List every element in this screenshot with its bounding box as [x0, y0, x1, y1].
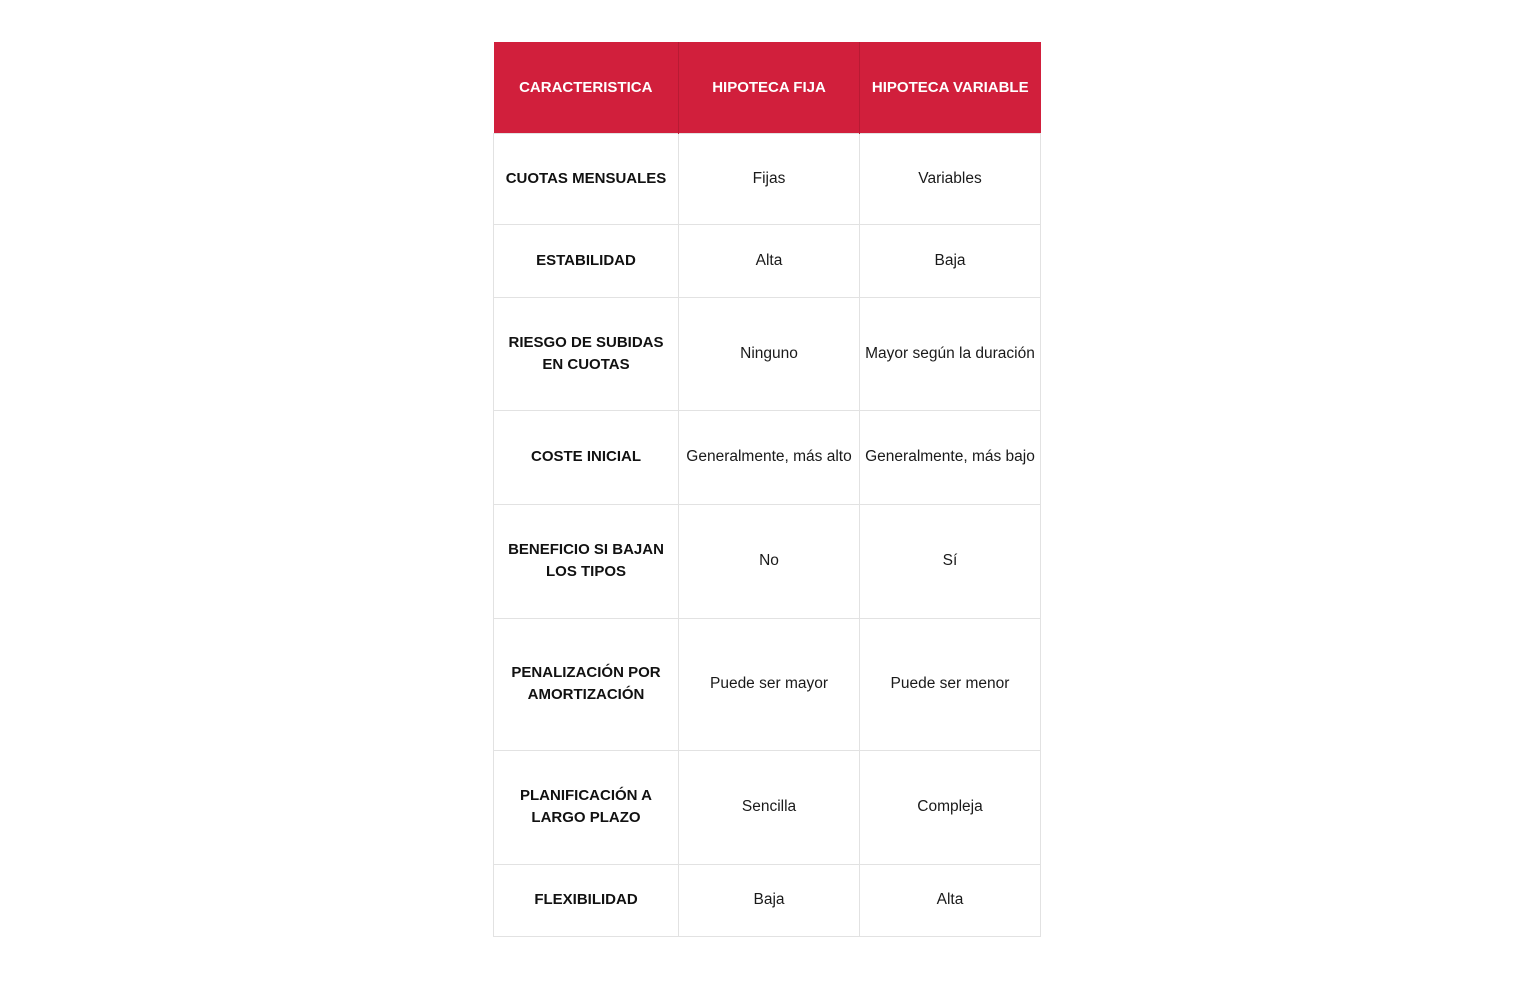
- fija-cell: Alta: [679, 224, 860, 297]
- feature-cell: COSTE INICIAL: [494, 410, 679, 504]
- header-hipoteca-variable: HIPOTECA VARIABLE: [860, 42, 1041, 133]
- mortgage-comparison-table: [493, 42, 1041, 937]
- fija-cell: Fijas: [679, 133, 860, 224]
- table-row: [494, 864, 1041, 936]
- feature-cell: ESTABILIDAD: [494, 224, 679, 297]
- table-row: [494, 224, 1041, 297]
- table-row: [494, 504, 1041, 618]
- variable-cell: Generalmente, más bajo: [860, 410, 1041, 504]
- fija-cell: Puede ser mayor: [679, 618, 860, 750]
- header-row: [494, 42, 1041, 133]
- header-hipoteca-fija: HIPOTECA FIJA: [679, 42, 860, 133]
- fija-cell: Sencilla: [679, 750, 860, 864]
- table-row: [494, 410, 1041, 504]
- variable-cell: Alta: [860, 864, 1041, 936]
- variable-cell: Puede ser menor: [860, 618, 1041, 750]
- variable-cell: Mayor según la duración: [860, 297, 1041, 410]
- comparison-table-container: [493, 42, 1040, 937]
- header-caracteristica: CARACTERISTICA: [494, 42, 679, 133]
- feature-cell: PENALIZACIÓN POR AMORTIZACIÓN: [494, 618, 679, 750]
- feature-cell: BENEFICIO SI BAJAN LOS TIPOS: [494, 504, 679, 618]
- variable-cell: Variables: [860, 133, 1041, 224]
- table-row: [494, 750, 1041, 864]
- feature-cell: CUOTAS MENSUALES: [494, 133, 679, 224]
- variable-cell: Compleja: [860, 750, 1041, 864]
- fija-cell: No: [679, 504, 860, 618]
- feature-cell: FLEXIBILIDAD: [494, 864, 679, 936]
- table-row: [494, 133, 1041, 224]
- fija-cell: Generalmente, más alto: [679, 410, 860, 504]
- table-body: [494, 133, 1041, 936]
- variable-cell: Baja: [860, 224, 1041, 297]
- variable-cell: Sí: [860, 504, 1041, 618]
- fija-cell: Baja: [679, 864, 860, 936]
- table-row: [494, 618, 1041, 750]
- feature-cell: RIESGO DE SUBIDAS EN CUOTAS: [494, 297, 679, 410]
- table-row: [494, 297, 1041, 410]
- fija-cell: Ninguno: [679, 297, 860, 410]
- table-header: [494, 42, 1041, 133]
- feature-cell: PLANIFICACIÓN A LARGO PLAZO: [494, 750, 679, 864]
